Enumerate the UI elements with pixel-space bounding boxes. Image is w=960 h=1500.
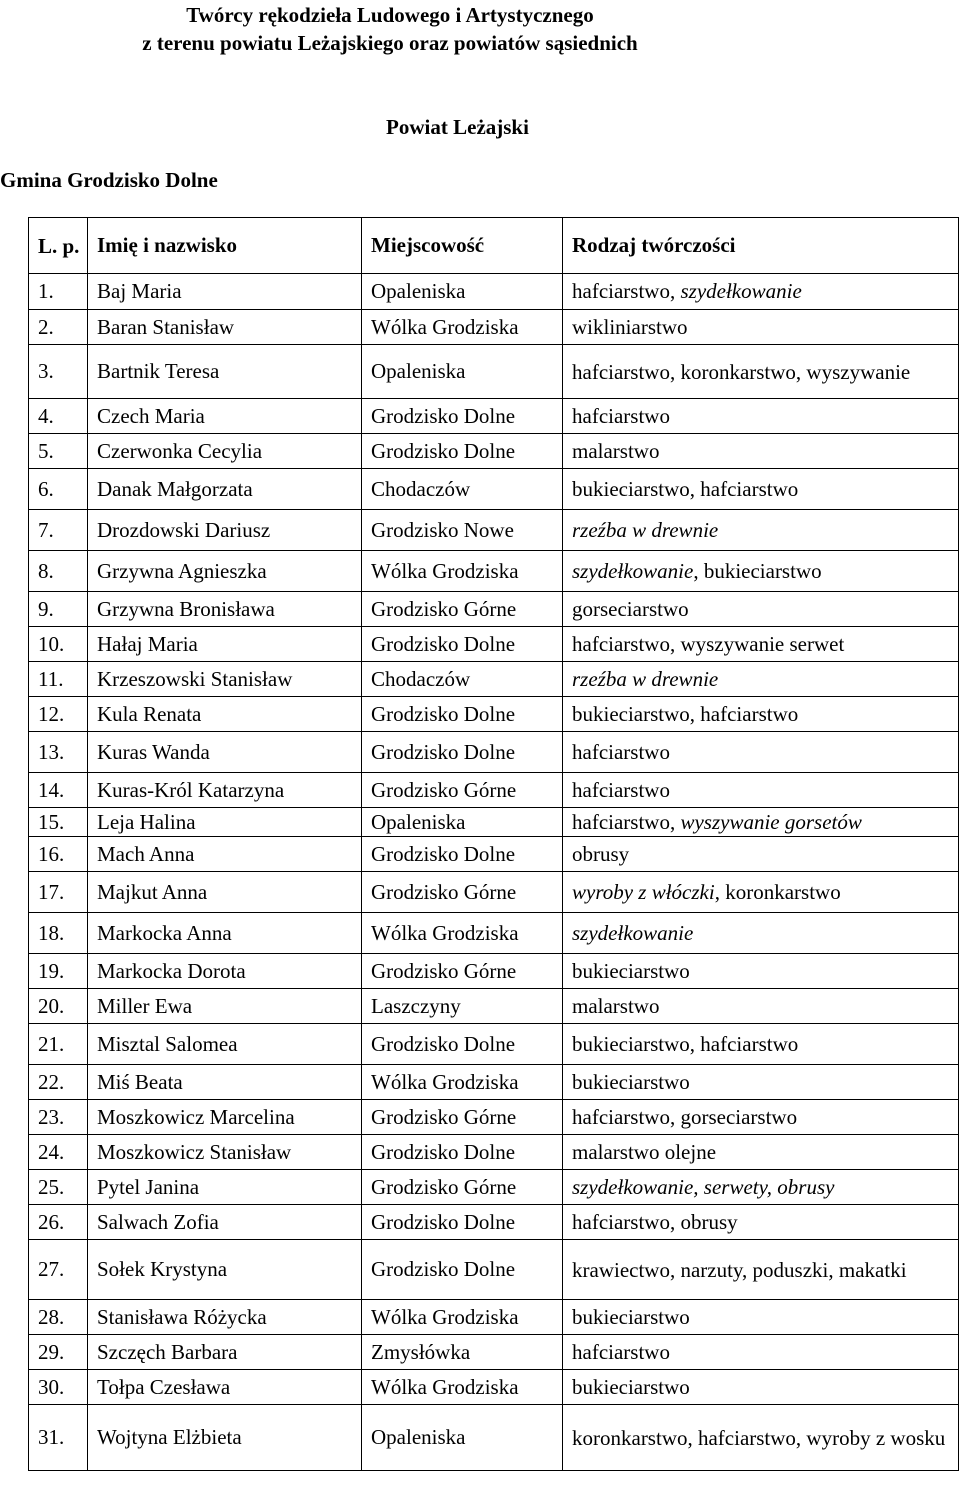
cell-craft [563,1205,959,1240]
cell-lp: 8. [29,551,88,592]
cell-lp: 15. [29,808,88,837]
craft-segment: malarstwo [572,993,660,1018]
cell-craft [563,1240,959,1300]
cell-name: Moszkowicz Marcelina [88,1100,362,1135]
cell-place: Zmysłówka [362,1335,563,1370]
cell-place: Grodzisko Dolne [362,837,563,872]
cell-name: Sołek Krystyna [88,1240,362,1300]
cell-lp: 16. [29,837,88,872]
cell-lp: 10. [29,627,88,662]
craft-segment: , koronkarstwo [714,879,841,904]
cell-lp: 7. [29,510,88,551]
cell-place: Wólka Grodziska [362,1065,563,1100]
cell-lp: 21. [29,1024,88,1065]
table-row [29,1065,959,1100]
cell-name: Baj Maria [88,274,362,310]
cell-place: Grodzisko Dolne [362,697,563,732]
cell-place: Wólka Grodziska [362,1300,563,1335]
cell-lp: 11. [29,662,88,697]
cell-lp: 24. [29,1135,88,1170]
craft-segment: hafciarstwo [572,1339,670,1364]
cell-name: Markocka Anna [88,913,362,954]
craft-segment: hafciarstwo [572,403,670,428]
cell-craft [563,592,959,627]
table-row [29,872,959,913]
cell-place: Grodzisko Dolne [362,732,563,773]
cell-name: Majkut Anna [88,872,362,913]
table-row [29,1100,959,1135]
cell-craft [563,697,959,732]
table-row [29,399,959,434]
craft-segment: wikliniarstwo [572,314,688,339]
craft-segment: hafciarstwo [572,739,670,764]
table-row [29,1135,959,1170]
craft-segment: wyszywanie gorsetów [680,809,862,834]
column-header-lp: L. p. [29,218,88,274]
cell-name: Krzeszowski Stanisław [88,662,362,697]
cell-craft [563,662,959,697]
table-row [29,510,959,551]
cell-place: Grodzisko Górne [362,592,563,627]
cell-place: Grodzisko Górne [362,954,563,989]
cell-name: Kuras-Król Katarzyna [88,773,362,808]
cell-name: Miller Ewa [88,989,362,1024]
cell-lp: 26. [29,1205,88,1240]
craft-segment: rzeźba w drewnie [572,517,719,542]
craft-segment: malarstwo olejne [572,1139,717,1164]
cell-place: Grodzisko Dolne [362,399,563,434]
cell-place: Grodzisko Dolne [362,1024,563,1065]
craft-segment: bukieciarstwo [572,1374,690,1399]
column-header-name: Imię i nazwisko [88,218,362,274]
document-title-line1: Twórcy rękodzieła Ludowego i Artystycznego [186,3,594,27]
cell-name: Misztal Salomea [88,1024,362,1065]
column-header-place: Miejscowość [362,218,563,274]
cell-lp: 23. [29,1100,88,1135]
cell-craft [563,808,959,837]
table-row [29,989,959,1024]
craft-segment: szydełkowanie [680,279,802,303]
cell-name: Mach Anna [88,837,362,872]
cell-lp: 29. [29,1335,88,1370]
cell-craft [563,274,959,310]
cell-name: Leja Halina [88,808,362,837]
cell-craft [563,434,959,469]
cell-craft [563,1024,959,1065]
cell-craft [563,551,959,592]
cell-lp: 9. [29,592,88,627]
cell-lp: 18. [29,913,88,954]
cell-name: Danak Małgorzata [88,469,362,510]
cell-craft [563,310,959,345]
cell-craft [563,954,959,989]
cell-place: Wólka Grodziska [362,1370,563,1405]
craft-segment: malarstwo [572,438,660,463]
cell-craft [563,1170,959,1205]
craft-segment: gorseciarstwo [572,596,689,621]
craft-segment: szydełkowanie, serwety, obrusy [572,1174,835,1199]
cell-place: Grodzisko Dolne [362,1240,563,1300]
cell-craft [563,913,959,954]
craft-segment: bukieciarstwo, hafciarstwo [572,476,799,501]
table-row [29,913,959,954]
table-header-row [29,218,959,274]
cell-name: Kula Renata [88,697,362,732]
craft-segment: bukieciarstwo [572,1069,690,1094]
cell-lp: 22. [29,1065,88,1100]
cell-craft [563,399,959,434]
cell-craft [563,989,959,1024]
cell-name: Szczęch Barbara [88,1335,362,1370]
cell-name: Stanisława Różycka [88,1300,362,1335]
cell-lp: 2. [29,310,88,345]
craft-segment: hafciarstwo, obrusy [572,1209,738,1234]
craft-segment: bukieciarstwo [572,1304,690,1329]
artisans-table [28,217,959,1471]
table-row [29,1240,959,1300]
table-row [29,662,959,697]
cell-craft [563,345,959,399]
table-row [29,1370,959,1405]
cell-name: Drozdowski Dariusz [88,510,362,551]
table-row [29,1205,959,1240]
table-row [29,697,959,732]
cell-lp: 27. [29,1240,88,1300]
craft-segment: , bukieciarstwo [693,558,822,583]
document-title-line2: z terenu powiatu Leżajskiego oraz powiatów sąsiednich [142,31,638,55]
cell-name: Grzywna Bronisława [88,592,362,627]
cell-place: Chodaczów [362,662,563,697]
cell-name: Baran Stanisław [88,310,362,345]
cell-lp: 5. [29,434,88,469]
cell-craft [563,732,959,773]
cell-name: Grzywna Agnieszka [88,551,362,592]
cell-lp: 25. [29,1170,88,1205]
cell-place: Grodzisko Dolne [362,627,563,662]
craft-segment: bukieciarstwo [572,958,690,983]
table-row [29,954,959,989]
cell-place: Wólka Grodziska [362,310,563,345]
cell-craft [563,1065,959,1100]
cell-lp: 19. [29,954,88,989]
gmina-heading: Gmina Grodzisko Dolne [0,168,218,192]
cell-place: Grodzisko Dolne [362,1135,563,1170]
table-row [29,1300,959,1335]
column-header-craft: Rodzaj twórczości [563,218,959,274]
artisans-table-container [28,217,958,1471]
craft-segment: hafciarstwo, [572,809,681,834]
craft-segment: krawiectwo, narzuty, poduszki, makatki [572,1257,907,1282]
craft-segment: szydełkowanie [572,920,694,945]
craft-segment: obrusy [572,841,630,866]
cell-craft [563,1100,959,1135]
cell-place: Wólka Grodziska [362,913,563,954]
cell-craft [563,469,959,510]
cell-lp: 12. [29,697,88,732]
cell-name: Miś Beata [88,1065,362,1100]
table-row [29,345,959,399]
table-row [29,1335,959,1370]
table-row [29,773,959,808]
cell-place: Grodzisko Górne [362,773,563,808]
cell-lp: 28. [29,1300,88,1335]
cell-place: Opaleniska [362,1405,563,1471]
cell-name: Czech Maria [88,399,362,434]
cell-name: Hałaj Maria [88,627,362,662]
table-row [29,434,959,469]
cell-craft [563,837,959,872]
table-row [29,1170,959,1205]
cell-lp: 17. [29,872,88,913]
cell-name: Wojtyna Elżbieta [88,1405,362,1471]
cell-place: Chodaczów [362,469,563,510]
cell-lp: 14. [29,773,88,808]
cell-lp: 4. [29,399,88,434]
cell-place: Wólka Grodziska [362,551,563,592]
craft-segment: hafciarstwo, koronkarstwo, wyszywanie [572,359,911,384]
craft-segment: hafciarstwo, gorseciarstwo [572,1104,798,1129]
cell-lp: 31. [29,1405,88,1471]
cell-craft [563,627,959,662]
cell-place: Grodzisko Górne [362,872,563,913]
cell-place: Grodzisko Górne [362,1100,563,1135]
cell-craft [563,1405,959,1471]
table-row [29,1405,959,1471]
cell-name: Salwach Zofia [88,1205,362,1240]
cell-lp: 3. [29,345,88,399]
cell-place: Grodzisko Górne [362,1170,563,1205]
table-row [29,592,959,627]
cell-place: Grodzisko Dolne [362,1205,563,1240]
craft-segment: koronkarstwo, hafciarstwo, wyroby z wosku [572,1425,946,1450]
craft-segment: hafciarstwo, [572,279,681,303]
cell-craft [563,510,959,551]
cell-craft [563,1300,959,1335]
cell-place: Opaleniska [362,345,563,399]
table-row [29,551,959,592]
craft-segment: wyroby z włóczki [572,879,715,904]
cell-place: Grodzisko Dolne [362,434,563,469]
table-row [29,310,959,345]
craft-segment: hafciarstwo [572,777,670,802]
table-body [29,274,959,1471]
craft-segment: hafciarstwo, wyszywanie serwet [572,631,845,656]
cell-place: Laszczyny [362,989,563,1024]
cell-name: Bartnik Teresa [88,345,362,399]
cell-craft [563,1135,959,1170]
craft-segment: bukieciarstwo, hafciarstwo [572,701,799,726]
craft-segment: rzeźba w drewnie [572,666,719,691]
table-row [29,808,959,837]
cell-lp: 1. [29,274,88,310]
cell-name: Markocka Dorota [88,954,362,989]
cell-lp: 20. [29,989,88,1024]
table-row [29,274,959,310]
cell-lp: 13. [29,732,88,773]
table-row [29,469,959,510]
cell-name: Czerwonka Cecylia [88,434,362,469]
table-row [29,732,959,773]
cell-craft [563,872,959,913]
cell-name: Kuras Wanda [88,732,362,773]
craft-segment: bukieciarstwo, hafciarstwo [572,1031,799,1056]
cell-lp: 6. [29,469,88,510]
cell-place: Opaleniska [362,808,563,837]
powiat-heading: Powiat Leżajski [386,115,529,139]
cell-craft [563,1335,959,1370]
table-row [29,837,959,872]
table-row [29,627,959,662]
cell-craft [563,773,959,808]
cell-place: Grodzisko Nowe [362,510,563,551]
cell-place: Opaleniska [362,274,563,310]
cell-craft [563,1370,959,1405]
table-row [29,1024,959,1065]
craft-segment: szydełkowanie [572,558,694,583]
cell-name: Moszkowicz Stanisław [88,1135,362,1170]
cell-lp: 30. [29,1370,88,1405]
cell-name: Pytel Janina [88,1170,362,1205]
cell-name: Tołpa Czesława [88,1370,362,1405]
